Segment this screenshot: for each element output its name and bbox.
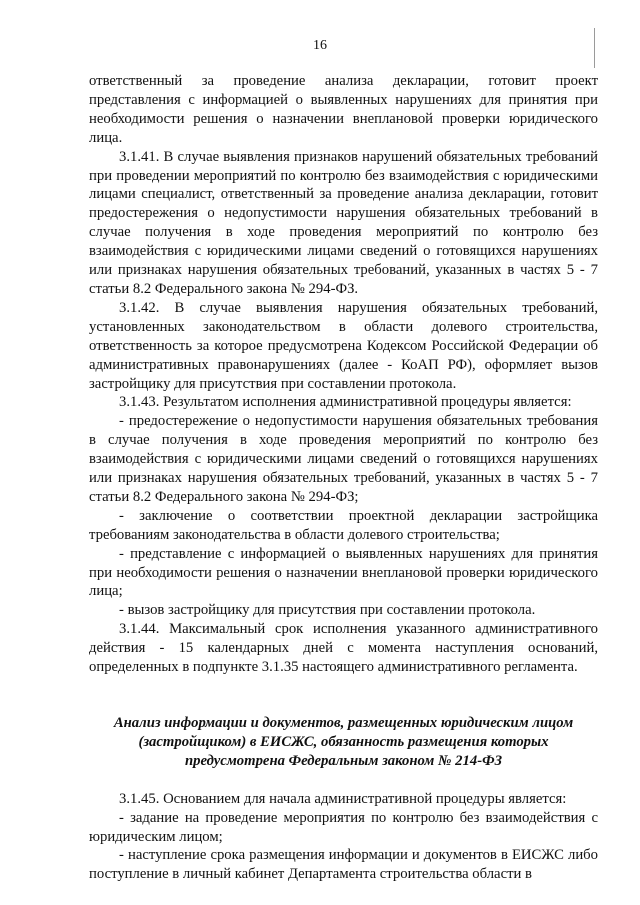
document-body (89, 72, 598, 884)
list-item-conclusion: - заключение о соответствии проектной декларации застройщика требованиям законодательства в области долевого строительства; (89, 507, 598, 543)
page-number: 16 (313, 38, 327, 53)
section-spacer (89, 677, 598, 714)
scan-edge-mark (594, 28, 595, 68)
section-heading: Анализ информации и документов, размещенных юридическим лицом (застройщиком) в ЕИСЖС, обязанность размещения которых предусмотрена Федеральным законом № 214-ФЗ (113, 715, 574, 769)
paragraph-3-1-44: 3.1.44. Максимальный срок исполнения указанного административного действия - 15 календарных дней с момента наступления оснований, определенных в подпункте 3.1.35 настоящего административного регламента. (89, 621, 598, 676)
list-item-presentation: - представление с информацией о выявленных нарушениях для принятия при необходимости решения о назначении внеплановой проверки юридического лица; (89, 545, 598, 600)
list-item-deadline: - наступление срока размещения информации и документов в ЕИСЖС либо поступление в личный кабинет Департамента строительства области в (89, 847, 598, 883)
heading-spacer (89, 771, 598, 790)
paragraph-continuation: ответственный за проведение анализа декларации, готовит проект представления с информацией о выявленных нарушениях для принятия при необходимости решения о назначении внеплановой проверки юридического лица. (89, 73, 598, 146)
paragraph-3-1-42: 3.1.42. В случае выявления нарушения обязательных требований, установленных законодательством в области долевого строительства, ответственность за которое предусмотрена Кодексом Российской Федерации об административных правонарушениях (далее - КоАП РФ), оформляет вызов застройщику для присутствия при составлении протокола. (89, 299, 598, 392)
paragraph-3-1-41: 3.1.41. В случае выявления признаков нарушений обязательных требований при проведении мероприятий по контролю без взаимодействия с юридическими лицами специалист, ответственный за проведение анализа декларации, готовит предостережения о недопустимости нарушения обязательных требований в случае получения в ходе проведения мероприятий по контролю без взаимодействия с юридическими лицами сведений о готовящихся нарушениях или признаках нарушения обязательных требований, указанных в частях 5 - 7 статьи 8.2 Федерального закона № 294-ФЗ. (89, 148, 598, 297)
list-item-summons: - вызов застройщику для присутствия при составлении протокола. (119, 602, 536, 619)
paragraph-3-1-43: 3.1.43. Результатом исполнения административной процедуры является: (119, 394, 572, 411)
list-item-warning: - предостережение о недопустимости нарушения обязательных требования в случае получения в ходе проведения мероприятий по контролю без взаимодействия с юридическими лицами сведений о готовящихся нарушениях или признаках нарушения обязательных требований, указанных в частях 5 - 7 статьи 8.2 Федерального закона № 294-ФЗ; (89, 413, 598, 505)
list-item-task: - задание на проведение мероприятия по контролю без взаимодействия с юридическим лицом; (89, 809, 598, 845)
paragraph-3-1-45: 3.1.45. Основанием для начала административной процедуры является: (119, 790, 567, 807)
